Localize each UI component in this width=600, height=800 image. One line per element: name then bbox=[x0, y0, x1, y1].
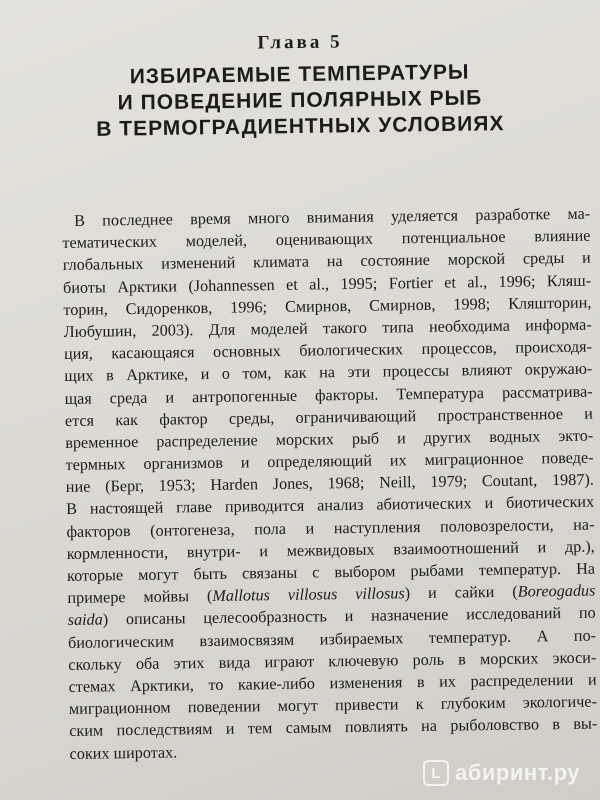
paragraph-line: термных организмов и определяющий их миграционное поведе- bbox=[65, 448, 594, 475]
paragraph-line: факторов (онтогенеза, пола и наступления половозрелости, на- bbox=[66, 515, 595, 541]
paragraph-line: тематических моделей, оценивающих потенциальное влияние bbox=[62, 226, 591, 253]
paragraph-line: примере мойвы (Mallotus villosus villosus) и сайки (Boreogadus bbox=[67, 581, 596, 608]
watermark bbox=[423, 760, 580, 786]
paragraph-line: соких широтах. bbox=[69, 742, 178, 763]
paragraph-line: ция, касающаяся основных биологических процессов, происходя- bbox=[63, 337, 593, 364]
paragraph-line: saida) описаны целесообразность и назначение исследований по bbox=[67, 603, 596, 630]
paragraph-line: скольку оба этих вида играют ключевую роль в морских экоси- bbox=[68, 648, 597, 674]
paragraph-line: которые могут быть связаны с выбором рыбами температур. На bbox=[66, 559, 596, 585]
paragraph-line: щих в Арктике, и о том, как на эти процессы влияют окружаю- bbox=[64, 359, 593, 386]
paragraph-line: торин, Сидоренков, 1996; Смирнов, Смирнов, 1998; Кляшторин, bbox=[63, 293, 592, 319]
paragraph-line: биоты Арктики (Johannessen et al., 1995; Fortier et al., 1996; Кляш- bbox=[62, 271, 592, 297]
title-line: В ТЕРМОГРАДИЕНТНЫХ УСЛОВИЯХ bbox=[96, 112, 505, 141]
paragraph-line: ским последствиям и тем самым повлиять на рыболовство в вы- bbox=[69, 714, 598, 741]
book-icon: L bbox=[423, 760, 449, 786]
paragraph-line: миграционном поведении могут привести к глубоким экологиче- bbox=[68, 692, 598, 719]
paragraph-line: ется как фактор среды, ограничивающий пространственное и bbox=[64, 404, 594, 430]
paragraph-line: временное распределение морских рыб и других водных экто- bbox=[65, 426, 594, 452]
body-text bbox=[62, 203, 598, 765]
title-line: И ПОВЕДЕНИЕ ПОЛЯРНЫХ РЫБ bbox=[117, 86, 483, 115]
paragraph-line: глобальных изменений климата на состояние морской среды и bbox=[62, 248, 591, 275]
paragraph-line: ние (Берг, 1953; Harden Jones, 1968; Neill, 1979; Coutant, 1987). bbox=[65, 470, 594, 497]
chapter-title bbox=[0, 58, 600, 144]
paragraph-line: В настоящей главе приводится анализ абиотических и биотических bbox=[66, 493, 595, 519]
chapter-label: Глава 5 bbox=[257, 31, 343, 54]
paragraph-line: биологическим взаимосвязям избираемых температур. А по- bbox=[67, 626, 597, 652]
paragraph-line: стемах Арктики, то какие-либо изменения в их распределении и bbox=[68, 670, 597, 696]
paragraph-line: Любушин, 2003). Для моделей такого типа необходима информа- bbox=[63, 315, 592, 341]
paragraph-line: В последнее время много внимания уделяется разработке ма- bbox=[74, 204, 591, 230]
watermark-text: абиринт.ру bbox=[455, 760, 580, 785]
title-line: ИЗБИРАЕМЫЕ ТЕМПЕРАТУРЫ bbox=[129, 60, 470, 89]
paragraph-line: кормленности, внутри- и межвидовых взаимоотношений и др.), bbox=[66, 537, 595, 563]
paragraph-line: щая среда и антропогенные факторы. Температура рассматрива- bbox=[64, 382, 593, 408]
